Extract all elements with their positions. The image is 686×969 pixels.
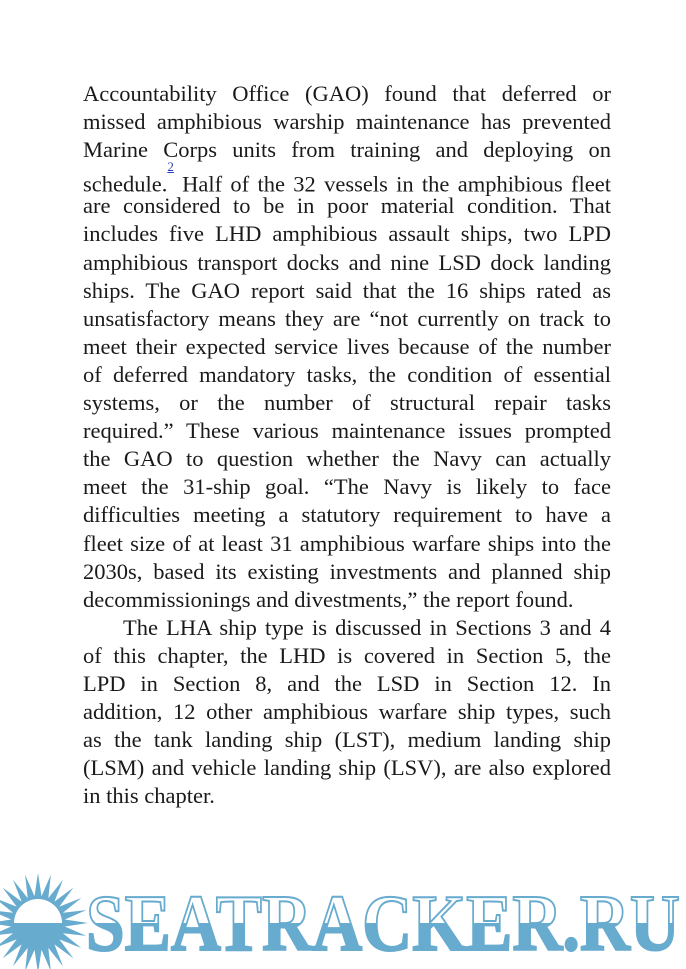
text-segment: schedule. bbox=[83, 171, 168, 197]
text-line: includes five LHD amphibious assault ships, two LPD bbox=[83, 221, 611, 247]
sun-icon bbox=[0, 873, 88, 969]
paragraph bbox=[83, 614, 611, 811]
text-line bbox=[83, 158, 611, 197]
body-text bbox=[83, 80, 611, 810]
text-line: Accountability Office (GAO) found that deferred or bbox=[83, 81, 611, 106]
text-line: missed amphibious warship maintenance has prevented bbox=[83, 109, 611, 135]
text-line: addition, 12 other amphibious warfare ship types, such bbox=[83, 699, 611, 725]
text-line: amphibious transport docks and nine LSD dock landing bbox=[83, 249, 611, 275]
text-line: Marine Corps units from training and deploying on bbox=[83, 137, 611, 163]
paragraph bbox=[83, 80, 611, 614]
text-line: LPD in Section 8, and the LSD in Section 12. In bbox=[83, 670, 611, 696]
text-line: meet their expected service lives because of the number bbox=[83, 333, 611, 359]
text-line: of this chapter, the LHD is covered in Section 5, the bbox=[83, 642, 611, 668]
text-line: The LHA ship type is discussed in Sections 3 and 4 bbox=[123, 614, 611, 640]
text-line: the GAO to question whether the Navy can actually bbox=[83, 446, 611, 472]
text-line: meet the 31-ship goal. “The Navy is likely to face bbox=[83, 474, 611, 500]
text-line: (LSM) and vehicle landing ship (LSV), are also explored bbox=[83, 755, 611, 781]
text-line: 2030s, based its existing investments and planned ship bbox=[83, 558, 611, 584]
text-line: of deferred mandatory tasks, the condition of essential bbox=[83, 361, 611, 387]
watermark-text: SEATRACKER.RU bbox=[86, 880, 680, 968]
text-line: required.” These various maintenance issues prompted bbox=[83, 418, 611, 444]
text-line: unsatisfactory means they are “not currently on track to bbox=[83, 305, 611, 331]
text-line: ships. The GAO report said that the 16 ships rated as bbox=[83, 277, 611, 303]
text-line: are considered to be in poor material condition. That bbox=[83, 193, 611, 219]
text-line: systems, or the number of structural repair tasks bbox=[83, 390, 611, 416]
text-line: as the tank landing ship (LST), medium landing ship bbox=[83, 727, 611, 753]
seatracker-watermark-logo bbox=[0, 866, 686, 969]
text-line: difficulties meeting a statutory requirement to have a bbox=[83, 502, 611, 528]
footnote-link[interactable]: 2 bbox=[167, 158, 174, 174]
text-segment: Half of the 32 vessels in the amphibious fleet bbox=[173, 171, 611, 197]
text-line: in this chapter. bbox=[83, 783, 215, 809]
text-line: fleet size of at least 31 amphibious warfare ships into the bbox=[83, 530, 611, 556]
text-line: decommissionings and divestments,” the report found. bbox=[83, 586, 574, 612]
